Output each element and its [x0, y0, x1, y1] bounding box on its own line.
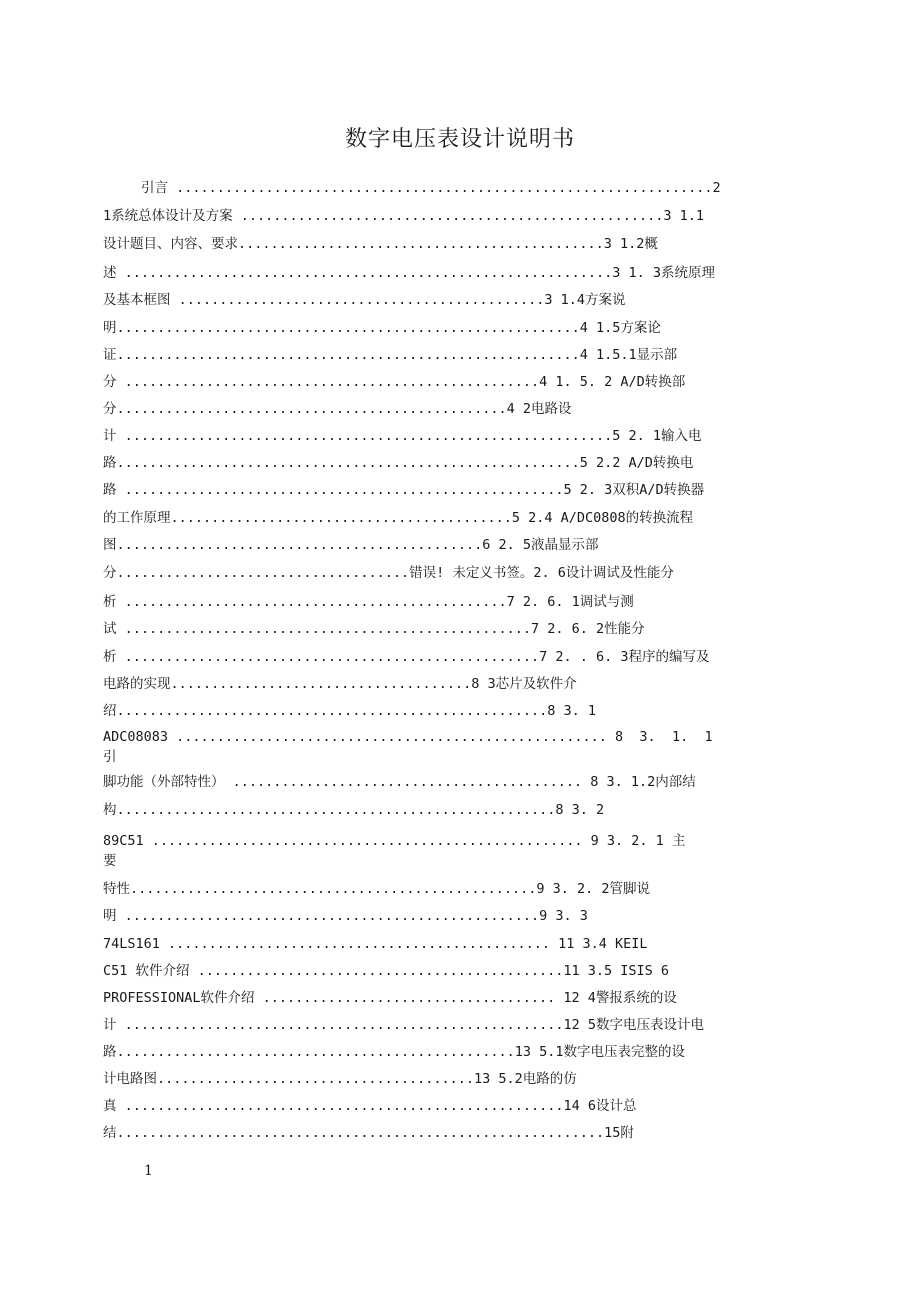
toc-line: 图.............................................6 2. 5液晶显示部 [103, 537, 599, 553]
toc-line: 89C51 ..................................................... 9 3. 2. 1 主 [103, 833, 686, 849]
toc-line: 设计题目、内容、要求.............................................3 1.2概 [103, 236, 658, 252]
toc-line: 分....................................错误! 未定义书签。2. 6设计调试及性能分 [103, 565, 674, 581]
page-number: 1 [144, 1163, 153, 1179]
toc-line: 析 ...................................................7 2. . 6. 3程序的编写及 [103, 649, 710, 665]
toc-line: 分 ...................................................4 1. 5. 2 A/D转换部 [103, 374, 686, 390]
toc-line: 述 ............................................................3 1. 3系统原理 [103, 265, 716, 281]
toc-line: 明.........................................................4 1.5方案论 [103, 320, 661, 336]
toc-line: 脚功能（外部特性） ........................................... 8 3. 1.2内部结 [103, 774, 696, 790]
toc-line: PROFESSIONAL软件介绍 .................................... 12 4警报系统的设 [103, 990, 677, 1006]
toc-line: 引言 ..................................................................2 [141, 180, 721, 196]
toc-line: 特性..................................................9 3. 2. 2管脚说 [103, 881, 651, 897]
toc-line: 及基本框图 .............................................3 1.4方案说 [103, 292, 626, 308]
toc-line: 的工作原理..........................................5 2.4 A/DC0808的转换流程 [103, 510, 694, 526]
toc-line: 证.........................................................4 1.5.1显示部 [103, 347, 678, 363]
toc-line: 构......................................................8 3. 2 [103, 802, 605, 818]
toc-line: 计电路图.......................................13 5.2电路的仿 [103, 1071, 577, 1087]
toc-line: 试 ..................................................7 2. 6. 2性能分 [103, 621, 645, 637]
toc-line: 要 [103, 853, 117, 869]
toc-line: 路 ......................................................5 2. 3双积A/D转换器 [103, 482, 705, 498]
toc-line: 路.........................................................5 2.2 A/D转换电 [103, 455, 694, 471]
toc-line: 电路的实现.....................................8 3芯片及软件介 [103, 676, 577, 692]
toc-line: 分................................................4 2电路设 [103, 401, 572, 417]
toc-line: 路.................................................13 5.1数字电压表完整的设 [103, 1044, 686, 1060]
toc-line: 74LS161 ............................................... 11 3.4 KEIL [103, 936, 648, 952]
toc-line: 明 ...................................................9 3. 3 [103, 908, 588, 924]
toc-line: 1系统总体设计及方案 ....................................................3 1.1 [103, 208, 705, 224]
toc-line: 计 ............................................................5 2. 1输入电 [103, 428, 702, 444]
toc-line: 引 [103, 749, 117, 765]
toc-line: 真 ......................................................14 6设计总 [103, 1098, 637, 1114]
toc-line: 绍.....................................................8 3. 1 [103, 703, 597, 719]
toc-line: C51 软件介绍 .............................................11 3.5 ISIS 6 [103, 963, 670, 979]
toc-line: 计 ......................................................12 5数字电压表设计电 [103, 1017, 705, 1033]
toc-line: 析 ...............................................7 2. 6. 1调试与测 [103, 594, 634, 610]
toc-line: ADC08083 ..................................................... 8 3. 1. 1 [103, 729, 713, 745]
toc-line: 结............................................................15附 [103, 1125, 634, 1141]
document-title: 数字电压表设计说明书 [344, 127, 575, 152]
